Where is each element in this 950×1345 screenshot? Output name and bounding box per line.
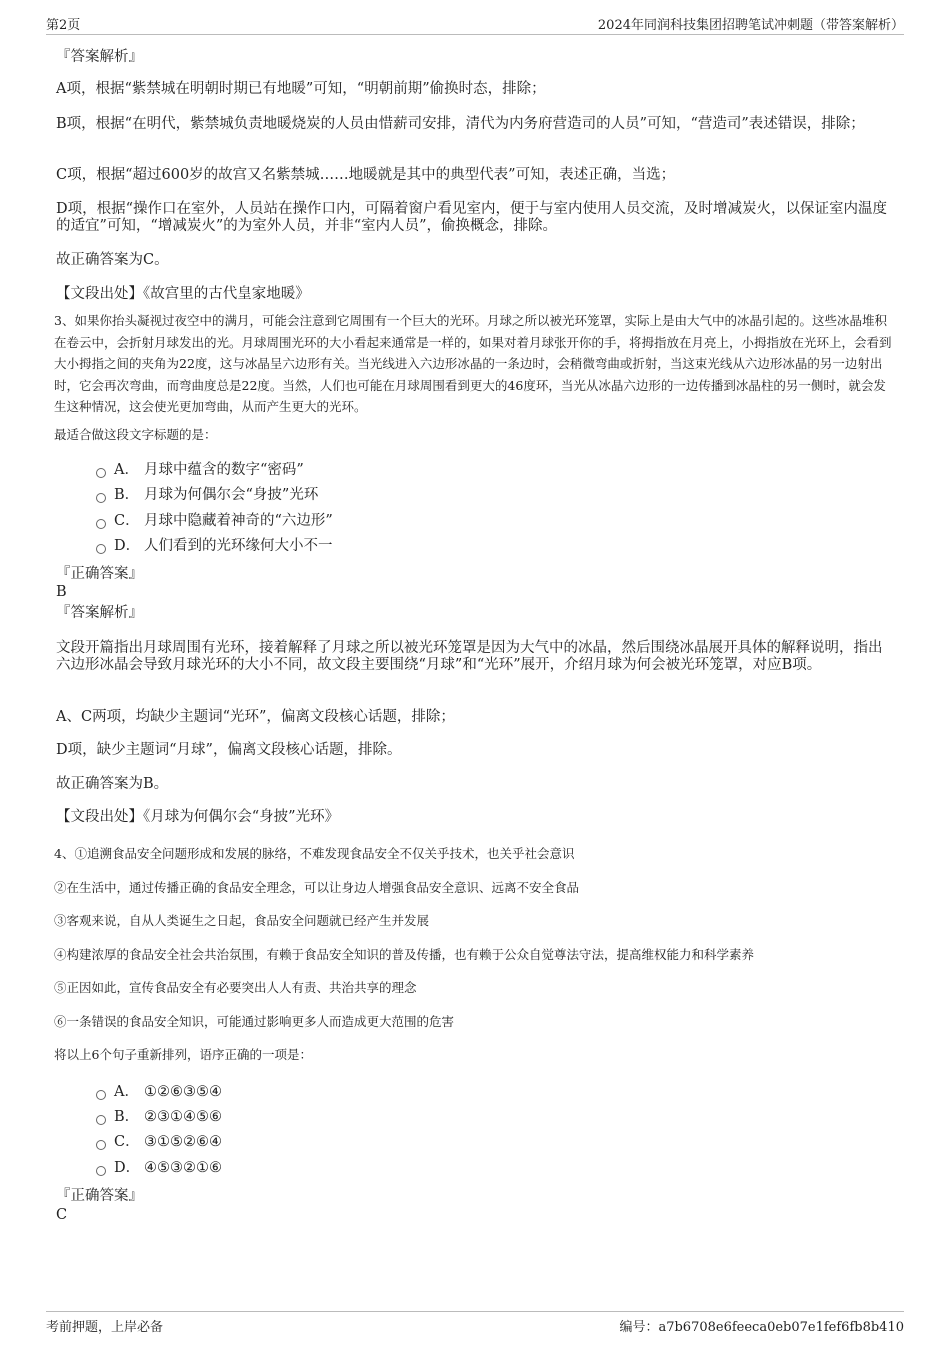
q4-sentence-5: ⑤正因如此，宣传食品安全有必要突出人人有责、共治共享的理念 [54, 980, 417, 995]
radio-button-icon[interactable] [96, 1140, 106, 1150]
radio-button-icon[interactable] [96, 1090, 106, 1100]
q3-analysis-main: 文段开篇指出月球周围有光环，接着解释了月球之所以被光环笼罩是因为大气中的冰晶，然后围绕冰晶展开具体的解释说明，指出六边形冰晶会导致月球光环的大小不同，故文段主要围绕“月球”和“光环”展开，介绍月球为何会被光环笼罩，对应B项。 [56, 640, 883, 673]
q2-analysis-c: C项，根据“超过600岁的故宫又名紫禁城……地暖就是其中的典型代表”可知，表述正确，当选； [56, 167, 676, 183]
q4-answer: C [56, 1207, 68, 1223]
q4-option-d[interactable]: D． ④⑤③②①⑥ [96, 1158, 222, 1178]
q4-prompt: 将以上6个句子重新排列，语序正确的一项是： [54, 1047, 312, 1062]
radio-button-icon[interactable] [96, 544, 106, 554]
q3-option-c[interactable]: C． 月球中隐藏着神奇的“六边形” [96, 511, 333, 531]
radio-button-icon[interactable] [96, 468, 106, 478]
q3-option-a[interactable]: A． 月球中蕴含的数字“密码” [96, 460, 304, 480]
q2-source: 【文段出处】《故宫里的古代皇家地暖》 [56, 286, 310, 302]
document-title: 2024年同润科技集团招聘笔试冲刺题（带答案解析） [597, 18, 904, 33]
q3-analysis-label: 『答案解析』 [56, 605, 143, 621]
q3-option-b[interactable]: B． 月球为何偶尔会“身披”光环 [96, 485, 318, 505]
q4-option-a[interactable]: A． ①②⑥③⑤④ [96, 1082, 222, 1102]
q3-answer-label: 『正确答案』 [56, 566, 143, 582]
q4-sentence-2: ②在生活中，通过传播正确的食品安全理念，可以让身边人增强食品安全意识、远离不安全食品 [54, 880, 580, 895]
q3-source: 【文段出处】《月球为何偶尔会“身披”光环》 [56, 809, 340, 825]
q4-sentence-1: 4、①追溯食品安全问题形成和发展的脉络，不难发现食品安全不仅关乎技术，也关乎社会意识 [54, 846, 575, 861]
q4-sentence-6: ⑥一条错误的食品安全知识，可能通过影响更多人而造成更大范围的危害 [54, 1014, 455, 1029]
q2-analysis-a: A项，根据“紫禁城在明朝时期已有地暖”可知，“明朝前期”偷换时态，排除； [56, 81, 546, 97]
q3-prompt: 最适合做这段文字标题的是： [54, 427, 217, 442]
q4-answer-label: 『正确答案』 [56, 1188, 143, 1204]
q3-answer: B [56, 584, 67, 600]
page-header [46, 12, 904, 35]
q3-option-d[interactable]: D． 人们看到的光环缘何大小不一 [96, 536, 333, 556]
footer-slogan: 考前押题，上岸必备 [46, 1320, 164, 1335]
q3-conclusion: 故正确答案为B。 [56, 776, 169, 792]
q4-option-b[interactable]: B． ②③①④⑤⑥ [96, 1107, 222, 1127]
q2-analysis-d: D项，根据“操作口在室外，人员站在操作口内，可隔着窗户看见室内，便于与室内使用人员交流，及时增减炭火，以保证室内温度的适宜”可知，“增减炭火”的为室外人员，并非“室内人员”，偷换概念，排除。 [56, 201, 888, 234]
document-id: 编号：a7b6708e6feeca0eb07e1fef6fb8b410 [619, 1320, 904, 1335]
q3-analysis-d: D项，缺少主题词“月球”，偏离文段核心话题，排除。 [56, 742, 402, 758]
q2-conclusion: 故正确答案为C。 [56, 252, 169, 268]
q4-sentence-3: ③客观来说，自从人类诞生之日起，食品安全问题就已经产生并发展 [54, 913, 430, 928]
q4-option-c[interactable]: C． ③①⑤②⑥④ [96, 1132, 222, 1152]
radio-button-icon[interactable] [96, 1115, 106, 1125]
q2-analysis-label: 『答案解析』 [56, 49, 143, 65]
q3-stem: 3、如果你抬头凝视过夜空中的满月，可能会注意到它周围有一个巨大的光环。月球之所以被光环笼罩，实际上是由大气中的冰晶引起的。这些冰晶堆积在卷云中，会折射月球发出的光。月球周围光环的大小看起来通常是一样的，如果对着月球张开你的手，将拇指放在月亮上，小拇指放在光环上，会看到大小拇指之间的夹角为22度，这与冰晶呈六边形有关。当光线进入六边形冰晶的一条边时，会稍微弯曲或折射，当这束光线从六边形冰晶的另一边射出时，它会再次弯曲，而弯曲度总是22度。当然，人们也可能在月球周围看到更大的46度环，当光从冰晶六边形的一边传播到冰晶柱的另一侧时，就会发生这种情况，这会使光更加弯曲，从而产生更大的光环。 [54, 313, 892, 414]
page-number: 第2页 [46, 18, 81, 33]
radio-button-icon[interactable] [96, 493, 106, 503]
q3-analysis-ac: A、C两项，均缺少主题词“光环”，偏离文段核心话题，排除； [56, 709, 455, 725]
radio-button-icon[interactable] [96, 519, 106, 529]
radio-button-icon[interactable] [96, 1166, 106, 1176]
q2-analysis-b: B项，根据“在明代，紫禁城负责地暖烧炭的人员由惜薪司安排，清代为内务府营造司的人员”可知，“营造司”表述错误，排除； [56, 116, 865, 132]
q4-sentence-4: ④构建浓厚的食品安全社会共治氛围，有赖于食品安全知识的普及传播，也有赖于公众自觉尊法守法，提高维权能力和科学素养 [54, 947, 755, 962]
page-footer [46, 1311, 904, 1338]
